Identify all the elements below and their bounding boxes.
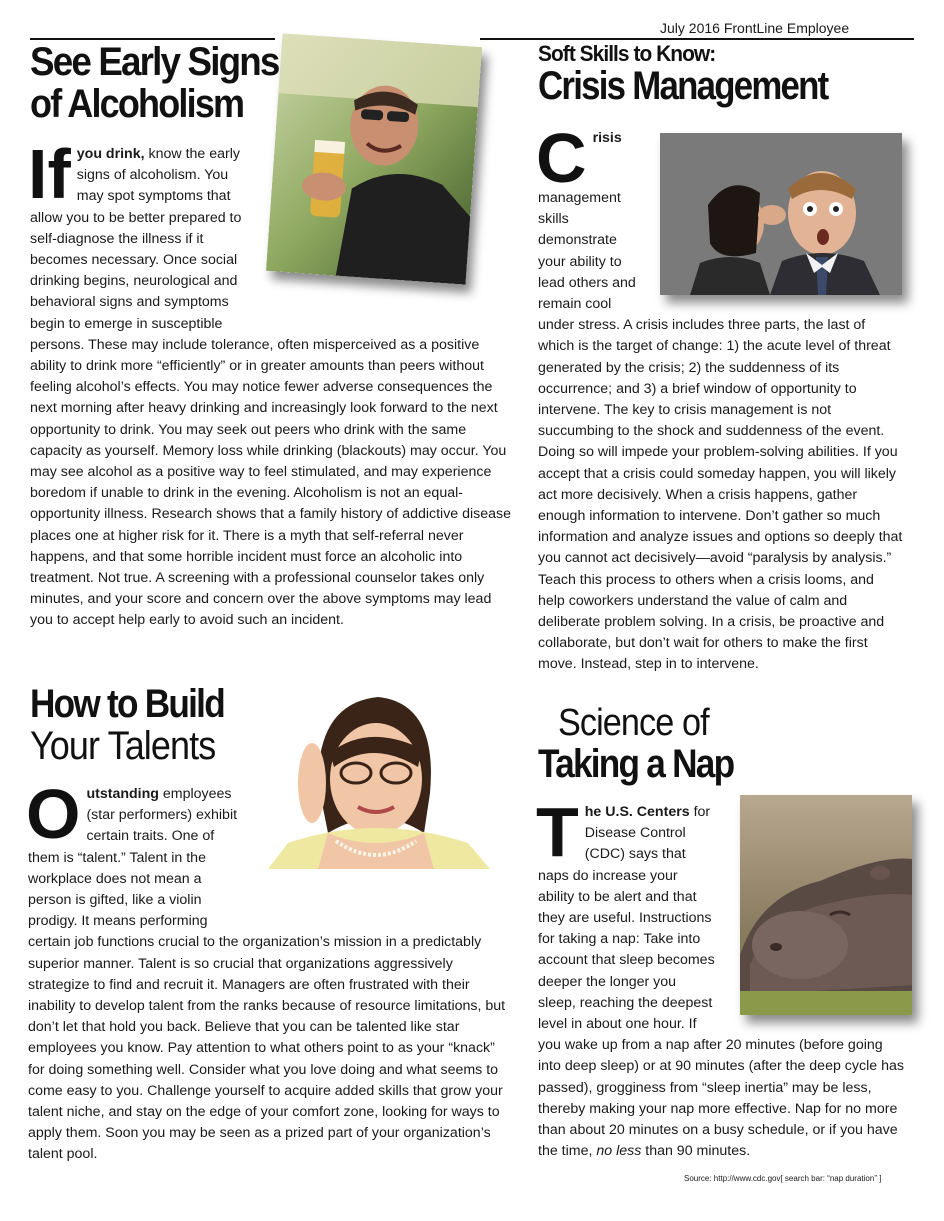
nap-body <box>536 793 904 1162</box>
alcoholism-text: know the early signs of alcoholism. You may spot symptoms that allow you to be better prepared to self-diagnose the illness if it becomes necessary. Once social drinking begins, neurological and behavioral signs and symptoms begin to emerge in susceptible persons. These may include tolerance, often misperceived as a positive ability to drink more “efficiently” or in greater amounts than peers without feeling alcohol’s effects. You may notice fewer adverse consequences the next morning after heavy drinking and increasingly look forward to the next opportunity to drink. You may seek out peers who drink with the same capacity as yourself. Memory loss while drinking (blackouts) may occur. You may see alcohol as a positive way to feel stimulated, and may experience boredom if unable to drink in the evening. Alcoholism is not an equal-opportunity illness. Research shows that a family history of addictive disease places one at higher risk for it. There is a myth that self-referral never happens, and that some horrible incident must force an alcoholic into treatment. Not true. A screening with a professional counselor takes only minutes, and your score and concern over the above symptoms may lead you to accept help early to avoid such an incident. <box>30 146 512 629</box>
alcoholism-photo-space <box>255 144 515 314</box>
nap-dropcap: T <box>536 793 579 871</box>
talents-title-line2: Your Talents <box>30 724 216 768</box>
crisis-photo-space <box>646 128 904 303</box>
issue-header: July 2016 FrontLine Employee <box>660 20 850 36</box>
crisis-text: management skills demonstrate your ability to lead others and remain cool under stress. A crisis includes three parts, the last of which is the target of change: 1) the acute level of threat generated by the crisis; 2) the suddenness of its occurrence; and 3) a brief window of opportunity to intervene. The key to crisis management is not succumbing to the shock and suddenness of the event. Doing so will impede your problem-solving abilities. If you accept that a crisis could someday happen, you will likely act more decisively. When a crisis happens, gather enough information to intervene. Don’t gather so much information and analyze issues and options so deeply that you cannot act decisively—avoid “paralysis by analysis.” Teach this process to others when a crisis looms, and help coworkers understand the value of calm and deliberate problem solving. In a crisis, be proactive and collaborate, but don’t wait for others to make the first move. Instead, step in to intervene. <box>538 190 903 673</box>
nap-lead: he U.S. Centers <box>584 804 690 820</box>
crisis-body <box>536 119 904 676</box>
talents-title-line1: How to Build <box>30 682 224 726</box>
talents-dropcap: O <box>26 775 81 853</box>
alcoholism-lead: you drink, <box>76 146 145 162</box>
nap-text-end: than 90 minutes. <box>641 1143 751 1160</box>
talents-text: employees (star performers) exhibit certain traits. One of them is “talent.” Talent in the workplace does not mean a person is gifted, like a violin prodigy. It means performing certain job functions crucial to the organization’s mission in a predictably superior manner. Talent is so crucial that organizations aggressively strategize to find and recruit it. Managers are often frustrated with their inability to develop talent from the ranks because of resource limitations, but don’t let that hold you back. Believe that you can be talented like star employees you know. Pay attention to what others point to as your “knack” for doing something well. Consider what you love doing and what seems to come easy to you. Challenge yourself to acquire added skills that grow your talent niche, and stay on the edge of your comfort zone, looking for ways to apply them. Soon you may be seen as a prized part of your organization’s talent pool. <box>28 786 506 1163</box>
talents-body <box>26 775 513 1166</box>
talents-lead: utstanding <box>86 786 159 802</box>
alcoholism-title-line2: of Alcoholism <box>30 82 244 126</box>
talents-photo-space <box>245 784 513 924</box>
nap-title-line1: Science of <box>558 702 709 744</box>
nap-source: Source: http://www.cdc.gov[ search bar: “nap duration” ] <box>684 1174 882 1183</box>
alcoholism-title-line1: See Early Signs <box>30 40 279 84</box>
header-rule-right <box>480 38 914 40</box>
crisis-dropcap: C <box>536 119 587 197</box>
alcoholism-body <box>28 135 515 632</box>
nap-emphasis: no less <box>596 1143 642 1160</box>
crisis-kicker: Soft Skills to Know: <box>538 41 716 66</box>
alcoholism-dropcap-f: f <box>47 135 71 213</box>
nap-title-line2: Taking a Nap <box>538 742 734 786</box>
nap-text: for Disease Control (CDC) says that naps do increase your ability to be alert and that they are useful. Instructions for taking a nap: Take into account that sleep becomes deeper the longer you sleep, reaching the deepest level in about one hour. If you wake up from a nap after 20 minutes (before going into deep sleep) or at 90 minutes (after the deep cycle has passed), grogginess from “sleep inertia” may be less, thereby making your nap more effective. Nap for no more than about 20 minutes on a busy schedule, or if you have the time, <box>538 804 904 1160</box>
crisis-lead: risis <box>592 130 622 146</box>
nap-photo-space <box>716 802 904 1032</box>
crisis-title: Crisis Management <box>538 64 828 108</box>
alcoholism-dropcap: I <box>28 135 48 213</box>
